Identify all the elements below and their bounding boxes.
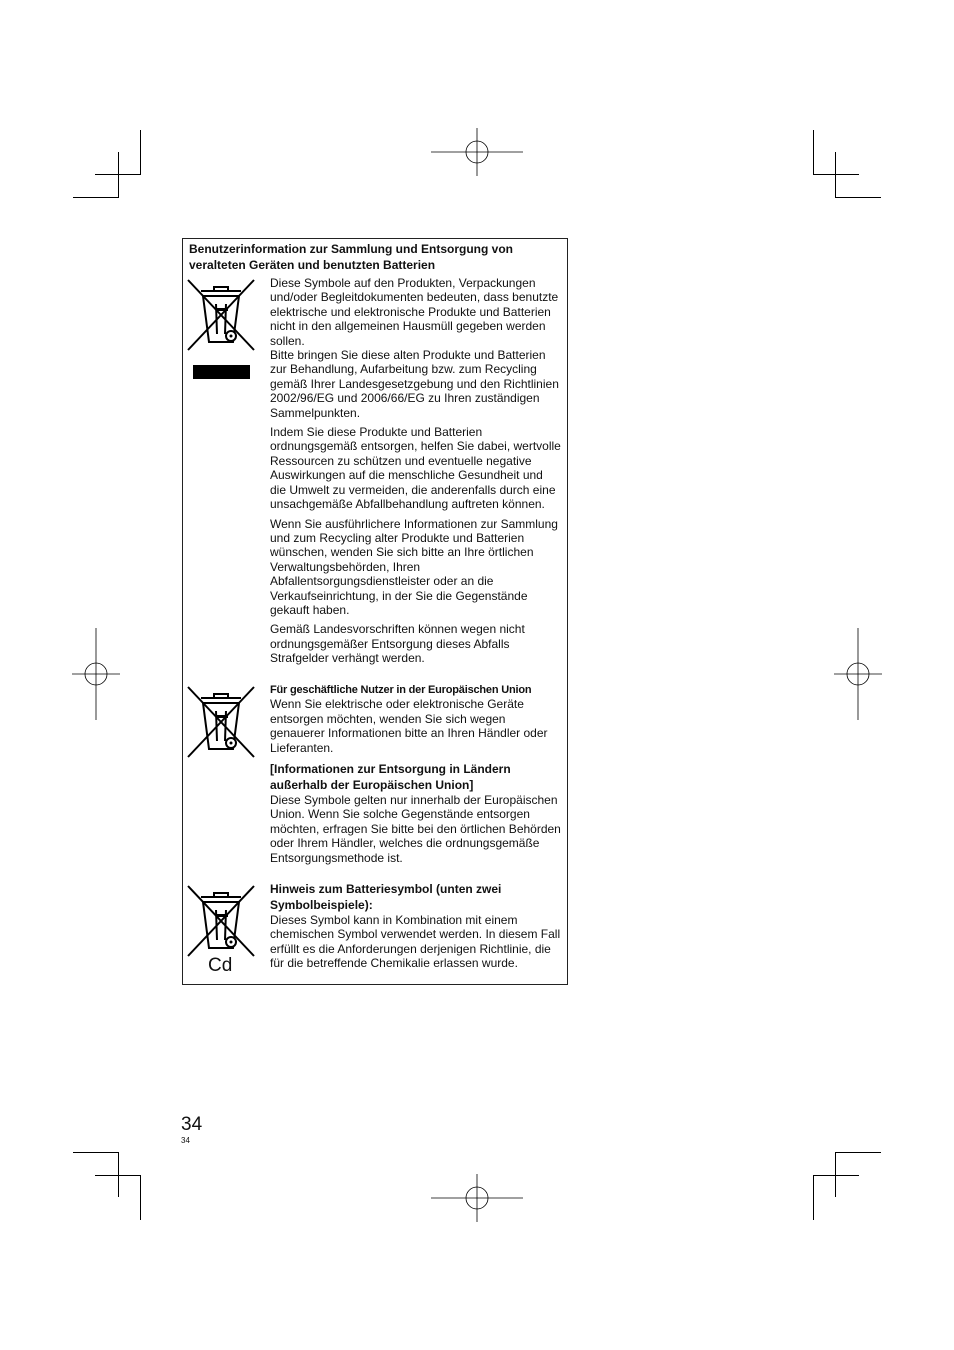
box-title: Benutzerinformation zur Sammlung und Entsorgung von veralteten Geräten und benutzten Batterien — [189, 242, 513, 272]
crop-mark — [140, 1175, 141, 1220]
registration-target-icon — [834, 628, 882, 720]
registration-target-icon — [72, 628, 120, 720]
black-bar-symbol — [193, 365, 250, 379]
text-block-main — [270, 276, 562, 666]
paragraph: Diese Symbole gelten nur innerhalb der Europäischen Union. Wenn Sie solche Gegenstände entsorgen möchten, erfragen Sie bitte bei den örtlichen Behörden oder Ihrem Händler, welches die ordnungsgemäße Entsorgungsmethode ist. — [270, 793, 561, 865]
paragraph: Diese Symbole auf den Produkten, Verpackungen und/oder Begleitdokumenten bedeuten, dass benutzte elektrische und elektronische Produkte und Batterien nicht in den allgemeinen Hausmüll gegeben werden sollen. — [270, 276, 559, 348]
crop-mark — [835, 1152, 881, 1153]
crop-mark — [813, 1175, 814, 1220]
crossed-bin-icon — [186, 278, 256, 352]
crop-mark — [73, 197, 119, 198]
page-number-small: 34 — [181, 1136, 190, 1145]
page-number: 34 — [181, 1114, 203, 1135]
text-block-business — [270, 683, 562, 865]
paragraph: Bitte bringen Sie diese alten Produkte und Batterien zur Behandlung, Aufarbeitung bzw. zum Recycling gemäß Ihrer Landesgesetzgebung und den Richtlinien 2002/96/EG und 2006/66/EG zu Ihren zuständigen Sammelpunkten. — [270, 348, 559, 420]
subheading: Für geschäftliche Nutzer in der Europäischen Union — [270, 684, 532, 696]
crop-mark — [835, 197, 881, 198]
registration-target-icon — [431, 1174, 523, 1222]
paragraph: Indem Sie diese Produkte und Batterien ordnungsgemäß entsorgen, helfen Sie dabei, wertvolle Ressourcen zu schützen und eventuelle negative Auswirkungen auf die menschliche Gesundheit und die Umwelt zu vermeiden, die anderenfalls durch eine unsachgemäße Abfallbehandlung auftreten können. — [270, 425, 561, 512]
crop-mark — [73, 1152, 119, 1153]
registration-target-icon — [431, 128, 523, 176]
crop-mark — [813, 174, 859, 175]
crop-mark — [95, 1175, 141, 1176]
crop-mark — [813, 130, 814, 175]
crossed-bin-icon — [186, 685, 256, 759]
paragraph: Gemäß Landesvorschriften können wegen nicht ordnungsgemäßer Entsorgung dieses Abfalls Strafgelder verhängt werden. — [270, 622, 525, 666]
crop-mark — [140, 130, 141, 175]
paragraph: Dieses Symbol kann in Kombination mit einem chemischen Symbol verwendet werden. In diesem Fall erfüllt es die Anforderungen derjenigen Richtlinie, die für die betreffende Chemikalie erlassen wurde. — [270, 913, 561, 971]
crossed-bin-icon — [186, 884, 256, 958]
paragraph: Wenn Sie ausführlichere Informationen zur Sammlung und zum Recycling alter Produkte und Batterien wünschen, wenden Sie sich bitte an Ihre örtlichen Verwaltungsbehörden, Ihren Abfallentsorgungsdienstleister oder an die Verkaufseinrichtung, in der Sie die Gegenstände gekauft haben. — [270, 516, 558, 617]
text-block-battery — [270, 881, 562, 971]
crop-mark — [813, 1175, 859, 1176]
chemical-symbol: Cd — [208, 955, 233, 976]
crop-mark — [95, 174, 141, 175]
paragraph: Wenn Sie elektrische oder elektronische Geräte entsorgen möchten, wenden Sie sich wegen genauerer Informationen bitte an Ihren Händler oder Lieferanten. — [270, 697, 548, 755]
subheading: Hinweis zum Batteriesymbol (unten zwei Symbolbeispiele): — [270, 882, 502, 912]
subheading: [Informationen zur Entsorgung in Ländern außerhalb der Europäischen Union] — [270, 762, 511, 793]
